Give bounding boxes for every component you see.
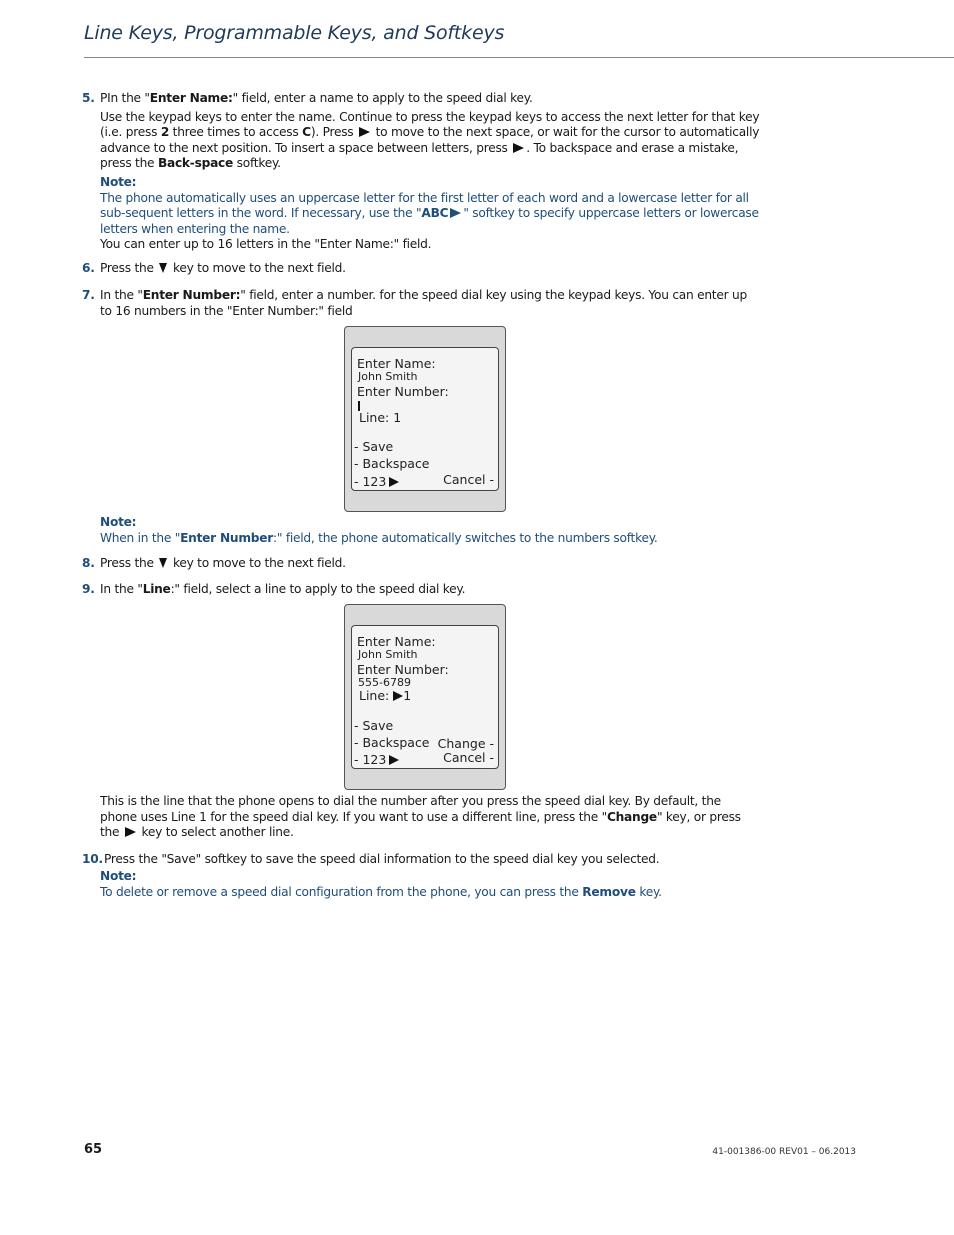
step-6-text	[100, 261, 760, 277]
step-number: 8.	[82, 556, 95, 570]
step-9-text	[100, 582, 760, 598]
text: " field, enter a number. for the speed dial key using the keypad keys. You can enter up to 16 numbers in the "Enter Number:" field	[100, 288, 747, 318]
note-text	[100, 191, 760, 238]
note-text	[100, 885, 760, 901]
text: " softkey to specify uppercase letters or lowercase letters when entering the name.	[100, 206, 759, 236]
step-10-text: Press the "Save" softkey to save the speed dial information to the speed dial key you selected.	[104, 852, 660, 866]
step-8	[82, 556, 760, 572]
text: When in the "	[100, 530, 181, 545]
text: To delete or remove a speed dial configuration from the phone, you can press the	[100, 884, 583, 899]
text: Press the	[100, 261, 158, 275]
step-9	[82, 582, 760, 598]
line-value: 1	[403, 688, 412, 703]
softkey-change[interactable]: Change -	[437, 736, 494, 751]
header-rule	[84, 57, 954, 58]
field-name: Line	[142, 582, 171, 596]
line-field[interactable]	[359, 688, 411, 703]
enter-number-value: 555-6789	[358, 676, 411, 689]
field-name: Enter Number:	[142, 288, 241, 302]
step-5-intro	[100, 91, 760, 107]
field-name: Enter Name:	[149, 91, 233, 105]
text: " key, or press the	[100, 809, 741, 840]
document-id: 41-001386-00 REV01 – 06.2013	[712, 1147, 856, 1157]
text: :" field, the phone automatically switches to the numbers softkey.	[273, 530, 658, 545]
text: " field, enter a name to apply to the speed dial key.	[232, 91, 533, 105]
enter-name-value: John Smith	[358, 370, 418, 383]
softkey-name: Change	[606, 809, 657, 824]
enter-name-label: Enter Name:	[357, 634, 436, 649]
key-name: C	[302, 125, 311, 140]
softkey-123-label: - 123	[354, 752, 387, 767]
step-number: 10.	[82, 852, 103, 866]
text: to move to the next space, or wait for the cursor to automatically advance to the next position. To insert a space between letters, press	[100, 125, 760, 155]
softkey-cancel[interactable]: Cancel -	[443, 750, 494, 765]
text: In the "	[100, 288, 143, 302]
note-label: Note:	[100, 174, 137, 189]
right-arrow-icon	[125, 827, 136, 837]
text: Use the keypad keys to enter the name. Continue to press the keypad keys to access the next letter for that key (i.e. press	[100, 109, 760, 140]
text: ). Press	[310, 125, 358, 140]
step-number: 5.	[82, 91, 95, 105]
right-arrow-icon	[513, 143, 524, 153]
right-arrow-icon	[450, 208, 461, 218]
step-10	[82, 852, 764, 868]
softkey-123[interactable]	[354, 474, 399, 489]
text: key to move to the next field.	[169, 556, 346, 570]
right-arrow-icon	[393, 691, 403, 701]
softkey-123-label: - 123	[354, 474, 387, 489]
phone-screen	[351, 347, 499, 491]
step-5-body	[100, 110, 760, 172]
enter-number-label: Enter Number:	[357, 384, 449, 399]
text: key to move to the next field.	[169, 261, 346, 275]
field-name: Enter Number	[180, 530, 274, 545]
softkey-backspace[interactable]: - Backspace	[354, 735, 430, 750]
text: Press the	[100, 556, 158, 570]
softkey-name: ABC	[421, 206, 449, 221]
text: The phone automatically uses an uppercase letter for the first letter of each word and a lowercase letter for all sub-sequent letters in the word. If necessary, use the "	[100, 190, 749, 221]
step-7-text	[100, 288, 760, 319]
softkey-123[interactable]	[354, 752, 399, 767]
step-number: 9.	[82, 582, 95, 596]
key-name: 2	[160, 125, 170, 140]
text: . To backspace and erase a mistake, press the	[100, 140, 739, 171]
softkey-save[interactable]: - Save	[354, 439, 394, 454]
step-5-limit: You can enter up to 16 letters in the "Enter Name:" field.	[100, 237, 432, 252]
down-arrow-icon	[159, 558, 167, 568]
text: key to select another line.	[137, 825, 294, 840]
enter-number-label: Enter Number:	[357, 662, 449, 677]
line-field: Line: 1	[359, 410, 402, 425]
page-header-title: Line Keys, Programmable Keys, and Softkeys	[84, 22, 505, 44]
line-explanation	[100, 794, 760, 841]
text: key.	[635, 884, 662, 899]
note-label: Note:	[100, 869, 137, 883]
enter-name-value: John Smith	[358, 648, 418, 661]
right-arrow-icon	[359, 127, 370, 137]
note-label: Note:	[100, 515, 137, 529]
phone-screen	[351, 625, 499, 769]
note-text	[100, 531, 760, 547]
step-6	[82, 261, 760, 277]
right-arrow-icon	[389, 755, 399, 765]
text: In the "	[100, 582, 143, 596]
phone-display-2	[344, 604, 506, 790]
text: This is the line that the phone opens to dial the number after you press the speed dial key. By default, the phone uses Line 1 for the speed dial key. If you want to use a different line, press the "	[100, 794, 721, 824]
note-remove	[100, 869, 760, 900]
text: softkey.	[233, 156, 281, 171]
key-name: Remove	[582, 884, 636, 899]
softkey-name: Back-space	[157, 156, 234, 171]
step-number: 7.	[82, 288, 95, 302]
page-number: 65	[84, 1142, 103, 1157]
step-number: 6.	[82, 261, 95, 275]
text: three times to access	[169, 125, 303, 140]
softkey-backspace[interactable]: - Backspace	[354, 456, 430, 471]
text: :" field, select a line to apply to the speed dial key.	[170, 582, 466, 596]
note-enter-number	[100, 515, 760, 546]
step-8-text	[100, 556, 760, 572]
right-arrow-icon	[389, 477, 399, 487]
softkey-cancel[interactable]: Cancel -	[443, 472, 494, 487]
down-arrow-icon	[159, 263, 167, 273]
line-label: Line:	[359, 688, 390, 703]
softkey-save[interactable]: - Save	[354, 718, 394, 733]
text: PIn the "	[100, 91, 150, 105]
enter-name-label: Enter Name:	[357, 356, 436, 371]
line-explanation-text	[100, 794, 760, 841]
phone-display-1	[344, 326, 506, 512]
step-7	[82, 288, 760, 319]
step-5	[82, 91, 760, 253]
